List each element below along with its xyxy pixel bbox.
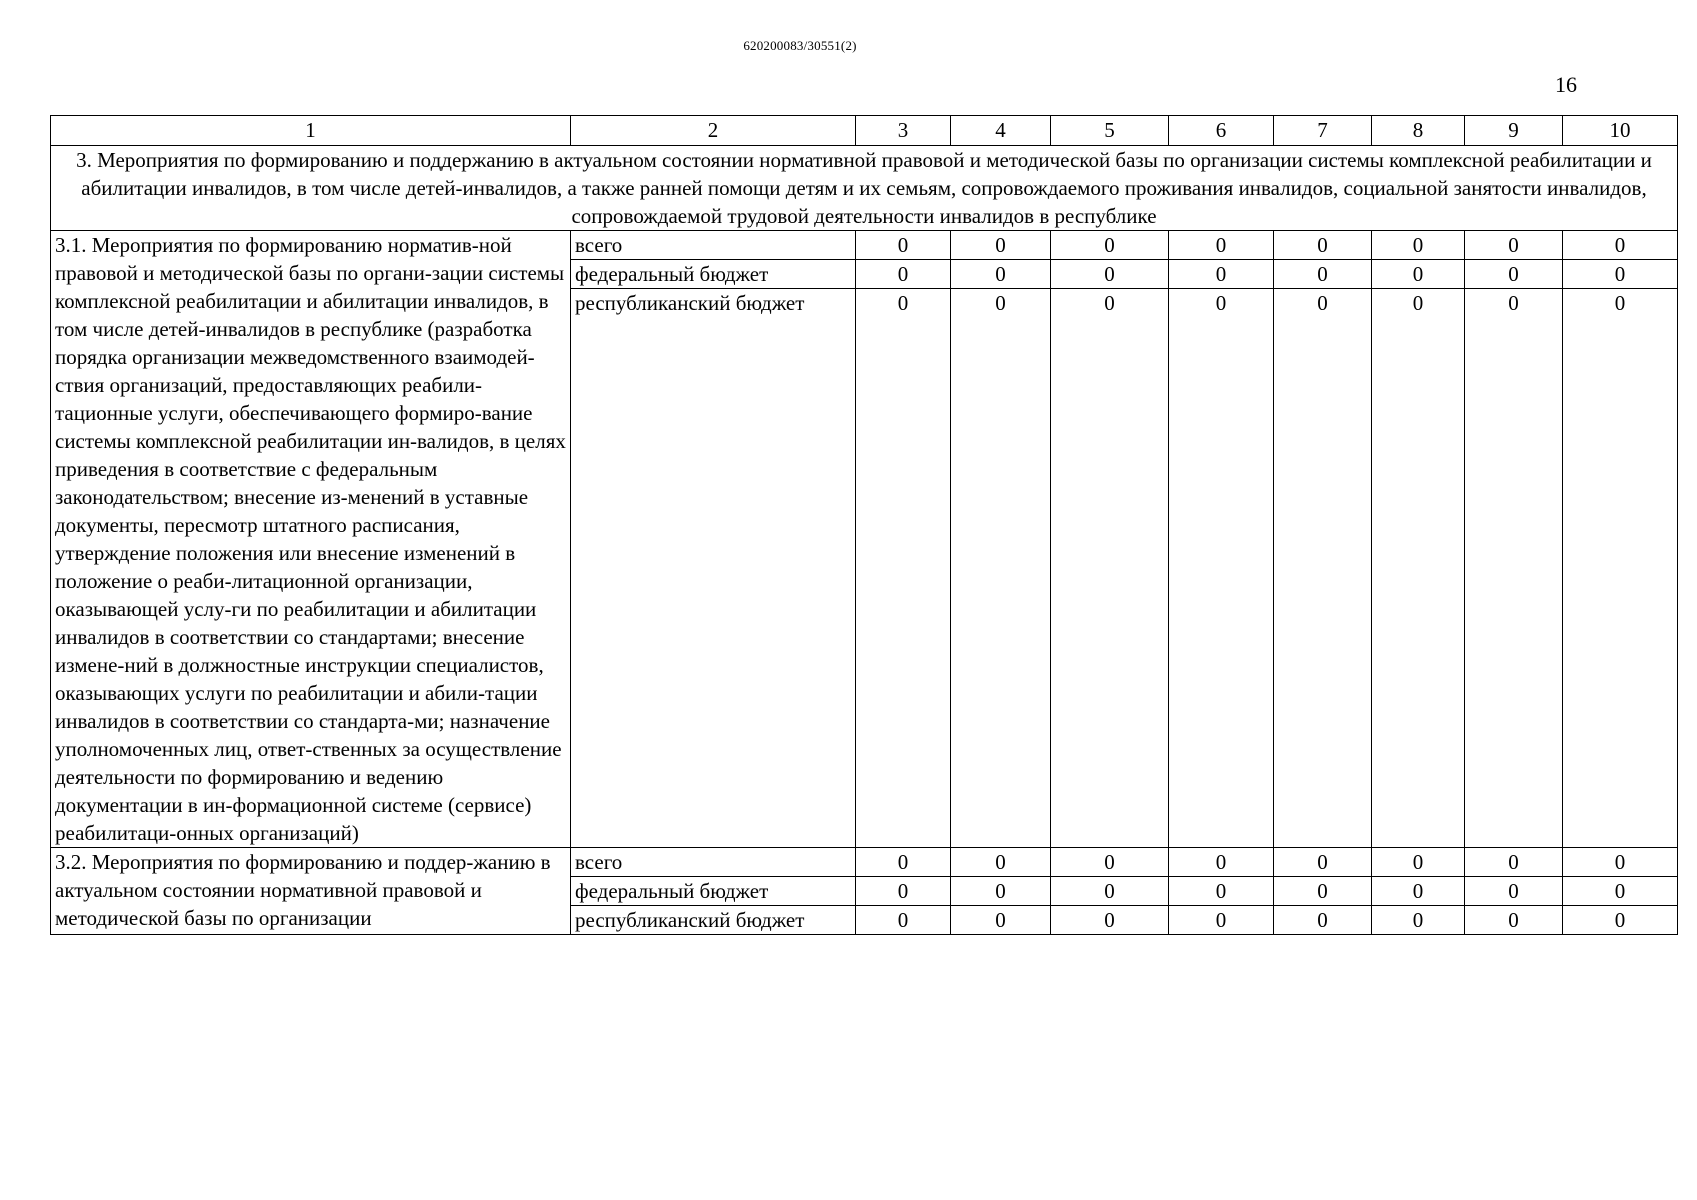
amount-cell: 0 [1372,906,1465,935]
amount-cell: 0 [1274,289,1372,848]
amount-cell: 0 [1372,231,1465,260]
amount-cell: 0 [1051,906,1169,935]
column-header: 10 [1563,116,1678,146]
amount-cell: 0 [1563,877,1678,906]
amount-cell: 0 [1169,877,1274,906]
column-header: 3 [856,116,951,146]
document-id: 620200083/30551(2) [743,38,857,53]
amount-cell: 0 [951,231,1051,260]
amount-cell: 0 [1465,289,1563,848]
column-header: 2 [571,116,856,146]
section-title: 3. Мероприятия по формированию и поддержанию в актуальном состоянии нормативной правовой и методической базы по организации системы комплексной реабилитации и абилитации инвалидов, в том числе детей-инвалидов, а также ранней помощи детям и их семьям, сопровождаемого проживания инвалидов, социальной занятости инвалидов, сопровождаемой трудовой деятельности инвалидов в республике [51,146,1678,231]
funding-source: всего [571,848,856,877]
program-table [50,115,1678,935]
amount-cell: 0 [1169,289,1274,848]
amount-cell: 0 [1563,289,1678,848]
amount-cell: 0 [1051,877,1169,906]
amount-cell: 0 [1169,260,1274,289]
amount-cell: 0 [1169,231,1274,260]
amount-cell: 0 [856,260,951,289]
funding-source: федеральный бюджет [571,877,856,906]
amount-cell: 0 [951,877,1051,906]
amount-cell: 0 [856,289,951,848]
column-header: 6 [1169,116,1274,146]
amount-cell: 0 [1169,848,1274,877]
amount-cell: 0 [1372,260,1465,289]
amount-cell: 0 [1274,906,1372,935]
header-row [51,116,1678,146]
column-header: 5 [1051,116,1169,146]
amount-cell: 0 [1465,260,1563,289]
amount-cell: 0 [1465,848,1563,877]
amount-cell: 0 [1372,877,1465,906]
amount-cell: 0 [1051,231,1169,260]
amount-cell: 0 [951,848,1051,877]
funding-source: республиканский бюджет [571,289,856,848]
amount-cell: 0 [1169,906,1274,935]
table-row [51,231,1678,260]
amount-cell: 0 [1051,260,1169,289]
amount-cell: 0 [1051,848,1169,877]
column-header: 9 [1465,116,1563,146]
amount-cell: 0 [1274,848,1372,877]
column-header: 1 [51,116,571,146]
amount-cell: 0 [951,289,1051,848]
funding-source: федеральный бюджет [571,260,856,289]
column-header: 7 [1274,116,1372,146]
table-row [51,848,1678,877]
funding-source: республиканский бюджет [571,906,856,935]
amount-cell: 0 [856,848,951,877]
amount-cell: 0 [1372,848,1465,877]
amount-cell: 0 [1563,260,1678,289]
amount-cell: 0 [1051,289,1169,848]
section-row [51,146,1678,231]
activity-description: 3.1. Мероприятия по формированию норматив-ной правовой и методической базы по органи-зации системы комплексной реабилитации и абилитации инвалидов, в том числе детей-инвалидов в республике (разработка порядка организации межведомственного взаимодей-ствия организаций, предоставляющих реабили-тационные услуги, обеспечивающего формиро-вание системы комплексной реабилитации ин-валидов, в целях приведения в соответствие с федеральным законодательством; внесение из-менений в уставные документы, пересмотр штатного расписания, утверждение положения или внесение изменений в положение о реаби-литационной организации, оказывающей услу-ги по реабилитации и абилитации инвалидов в соответствии со стандартами; внесение измене-ний в должностные инструкции специалистов, оказывающих услуги по реабилитации и абили-тации инвалидов в соответствии со стандарта-ми; назначение уполномоченных лиц, ответ-ственных за осуществление деятельности по формированию и ведению документации в ин-формационной системе (сервисе) реабилитаци-онных организаций) [51,231,571,848]
amount-cell: 0 [1274,877,1372,906]
amount-cell: 0 [951,906,1051,935]
column-header: 4 [951,116,1051,146]
amount-cell: 0 [856,906,951,935]
amount-cell: 0 [1274,231,1372,260]
amount-cell: 0 [951,260,1051,289]
amount-cell: 0 [1372,289,1465,848]
amount-cell: 0 [1465,877,1563,906]
column-header: 8 [1372,116,1465,146]
amount-cell: 0 [856,877,951,906]
activity-description: 3.2. Мероприятия по формированию и поддер-жанию в актуальном состоянии нормативной правовой и методической базы по организации [51,848,571,935]
amount-cell: 0 [856,231,951,260]
amount-cell: 0 [1465,231,1563,260]
amount-cell: 0 [1274,260,1372,289]
amount-cell: 0 [1563,848,1678,877]
funding-source: всего [571,231,856,260]
page-number: 16 [1555,72,1577,97]
amount-cell: 0 [1563,906,1678,935]
amount-cell: 0 [1563,231,1678,260]
amount-cell: 0 [1465,906,1563,935]
